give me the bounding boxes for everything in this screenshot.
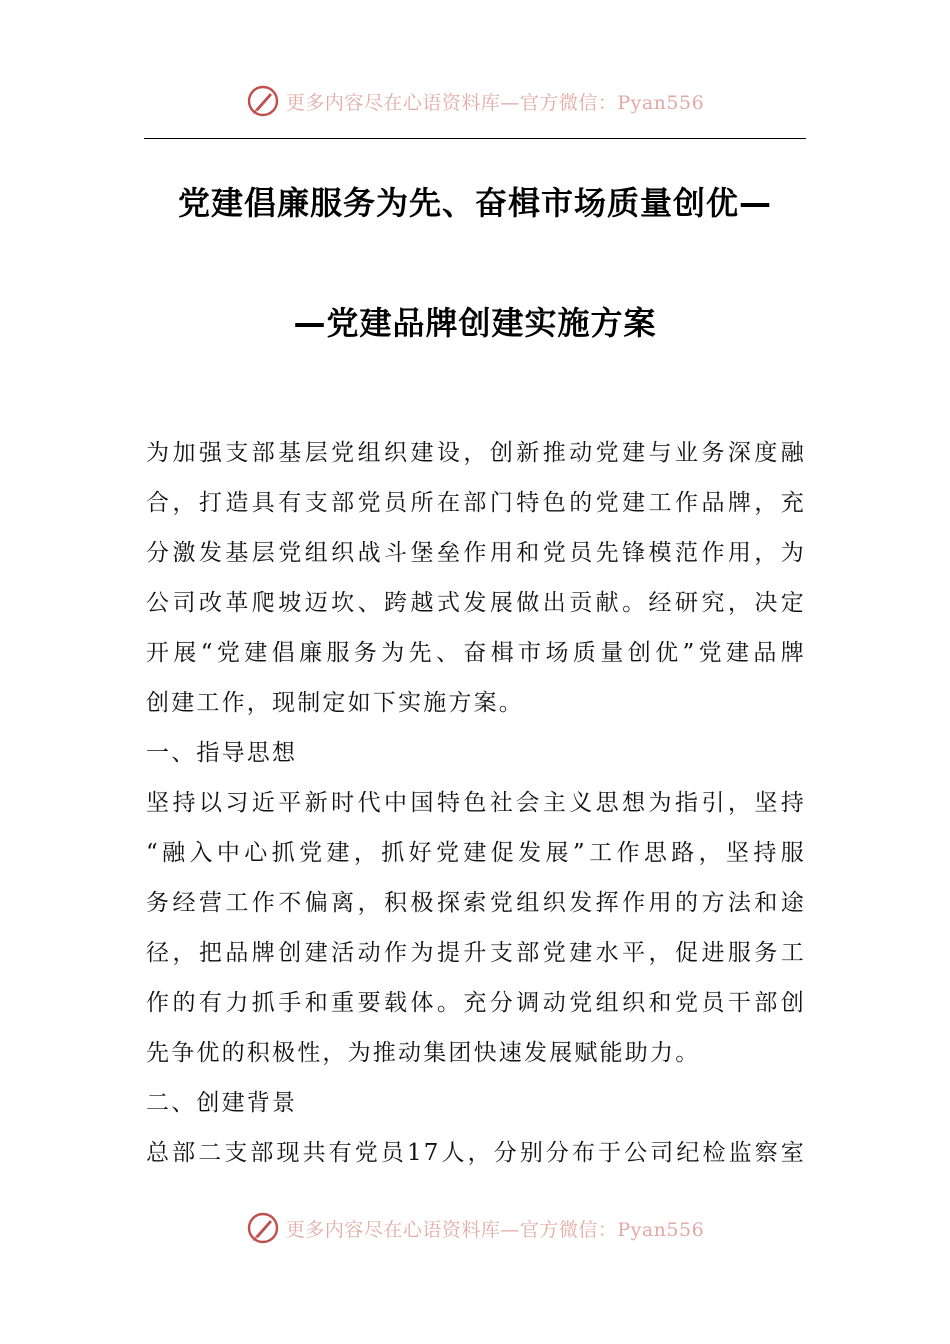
guiding-paragraph [146,778,806,1078]
text-line: 为加强支部基层党组织建设，创新推动党建与业务深度融 [146,440,806,466]
quill-logo-icon [246,1211,280,1245]
footer-watermark [0,1211,950,1245]
header-divider [144,138,806,139]
text-line: 作的有力抓手和重要载体。充分调动党组织和党员干部创 [146,990,806,1016]
document-body [146,428,806,1178]
section-heading-guiding-ideology: 一、指导思想 [146,740,298,766]
header-watermark [0,84,950,118]
text-line: 公司改革爬坡迈坎、跨越式发展做出贡献。经研究，决定 [146,590,806,616]
intro-paragraph [146,428,806,728]
text-line: 坚持以习近平新时代中国特色社会主义思想为指引，坚持 [146,790,806,816]
text-line: 先争优的积极性，为推动集团快速发展赋能助力。 [146,1040,701,1066]
text-line: “融入中心抓党建，抓好党建促发展”工作思路，坚持服 [146,840,806,866]
watermark-text: 更多内容尽在心语资料库—官方微信：Pyan556 [285,91,705,114]
text-line: 务经营工作不偏离，积极探索党组织发挥作用的方法和途 [146,890,806,916]
text-line: 开展“党建倡廉服务为先、奋楫市场质量创优”党建品牌 [146,640,806,666]
section-heading-background: 二、创建背景 [146,1090,298,1116]
watermark-text: 更多内容尽在心语资料库—官方微信：Pyan556 [285,1218,705,1241]
document-title-line-2: —党建品牌创建实施方案 [293,304,657,342]
background-paragraph [146,1128,806,1178]
quill-logo-icon [246,84,280,118]
text-line: 总部二支部现共有党员17人，分别分布于公司纪检监察室 [146,1140,806,1166]
text-line: 创建工作，现制定如下实施方案。 [146,690,524,716]
document-title-line-1: 党建倡廉服务为先、奋楫市场质量创优— [177,184,772,222]
text-line: 合，打造具有支部党员所在部门特色的党建工作品牌，充 [146,490,806,516]
text-line: 分激发基层党组织战斗堡垒作用和党员先锋模范作用，为 [146,540,806,566]
text-line: 径，把品牌创建活动作为提升支部党建水平，促进服务工 [146,940,806,966]
